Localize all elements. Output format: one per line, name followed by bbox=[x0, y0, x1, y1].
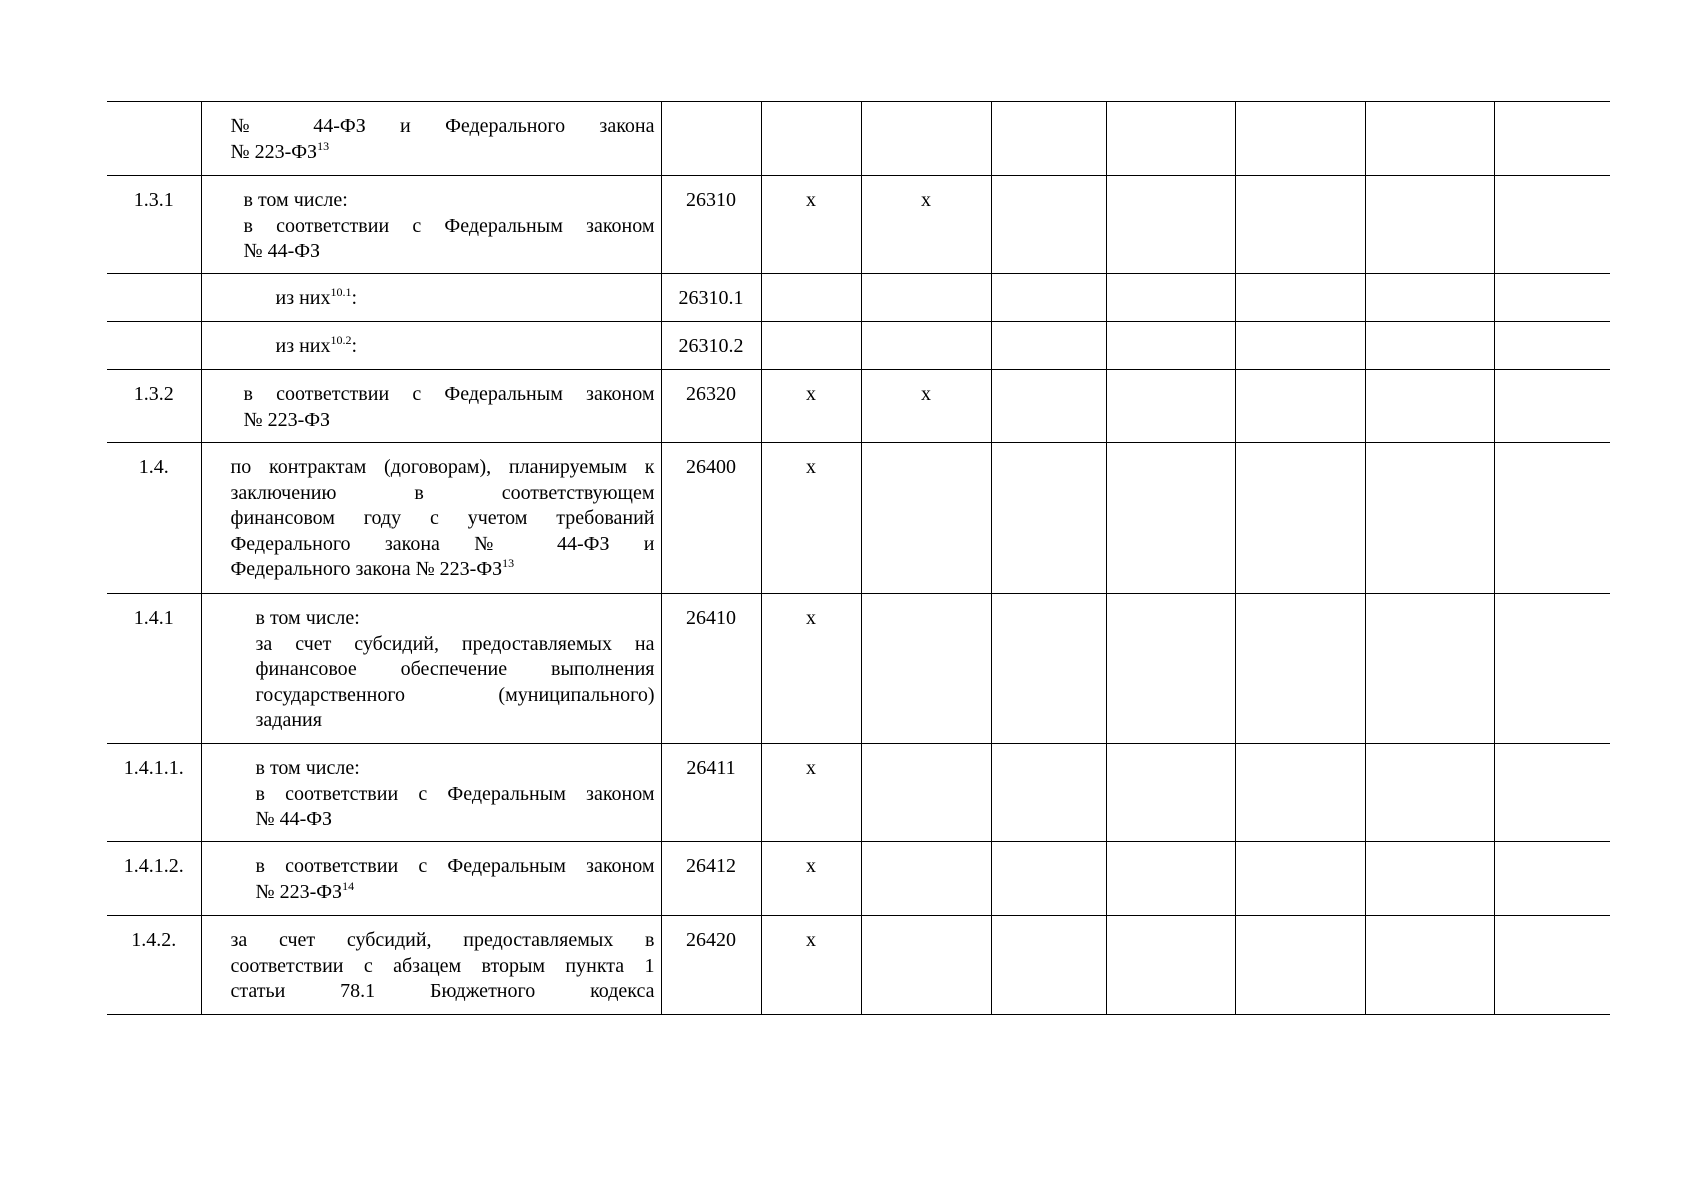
empty-value-cell bbox=[1106, 744, 1235, 842]
description-text: в соответствии с Федеральным законом bbox=[243, 383, 655, 405]
table-row bbox=[107, 322, 1610, 370]
description-line bbox=[244, 214, 655, 240]
empty-value-cell bbox=[1106, 322, 1235, 370]
empty-value-cell bbox=[1494, 443, 1610, 594]
empty-value-cell bbox=[1365, 102, 1494, 176]
empty-value-cell bbox=[1106, 594, 1235, 744]
empty-value-cell bbox=[1365, 176, 1494, 274]
description-text: соответствии с абзацем вторым пункта 1 bbox=[230, 954, 655, 977]
description-line bbox=[244, 239, 655, 265]
row-number-cell: 1.4.1.2. bbox=[107, 842, 201, 916]
empty-value-cell bbox=[1235, 322, 1365, 370]
description-line bbox=[231, 532, 655, 558]
empty-value-cell bbox=[991, 322, 1106, 370]
description-text: в соответствии с Федеральным законом bbox=[255, 782, 655, 805]
mark-cell bbox=[861, 443, 991, 594]
row-description-cell bbox=[201, 916, 661, 1015]
empty-value-cell bbox=[991, 274, 1106, 322]
row-code-cell: 26320 bbox=[661, 370, 761, 443]
description-text: в том числе: bbox=[243, 189, 348, 211]
mark-cell bbox=[761, 274, 861, 322]
row-number-cell bbox=[107, 322, 201, 370]
row-number-cell: 1.4.2. bbox=[107, 916, 201, 1015]
description-text: Федерального закона № 44-ФЗ и bbox=[230, 532, 655, 555]
description-line bbox=[231, 140, 655, 166]
empty-value-cell bbox=[1106, 370, 1235, 443]
row-description-cell bbox=[201, 322, 661, 370]
empty-value-cell bbox=[1365, 842, 1494, 916]
description-text: государственного (муниципального) bbox=[255, 683, 655, 706]
mark-cell: x bbox=[761, 916, 861, 1015]
description-line bbox=[256, 683, 655, 709]
row-code-cell: 26310.1 bbox=[661, 274, 761, 322]
row-code-cell bbox=[661, 102, 761, 176]
row-code-cell: 26420 bbox=[661, 916, 761, 1015]
empty-value-cell bbox=[1494, 744, 1610, 842]
empty-value-cell bbox=[1365, 322, 1494, 370]
description-line bbox=[256, 756, 655, 782]
empty-value-cell bbox=[1494, 102, 1610, 176]
empty-value-cell bbox=[1494, 274, 1610, 322]
empty-value-cell bbox=[1365, 370, 1494, 443]
description-text: № 44-ФЗ bbox=[243, 240, 321, 262]
row-number-cell: 1.4.1.1. bbox=[107, 744, 201, 842]
empty-value-cell bbox=[991, 443, 1106, 594]
empty-value-cell bbox=[1106, 443, 1235, 594]
table-row bbox=[107, 744, 1610, 842]
row-number-cell: 1.3.2 bbox=[107, 370, 201, 443]
description-line bbox=[244, 408, 655, 434]
description-text: в том числе: bbox=[255, 757, 360, 779]
empty-value-cell bbox=[1494, 176, 1610, 274]
description-suffix: : bbox=[351, 335, 358, 357]
description-line bbox=[231, 954, 655, 980]
row-description-cell bbox=[201, 370, 661, 443]
empty-value-cell bbox=[991, 744, 1106, 842]
row-number-cell bbox=[107, 102, 201, 176]
description-text: заключению в соответствующем bbox=[230, 481, 655, 504]
mark-cell: x bbox=[761, 842, 861, 916]
empty-value-cell bbox=[991, 842, 1106, 916]
description-text: № 223-ФЗ bbox=[243, 408, 331, 431]
row-number-cell bbox=[107, 274, 201, 322]
row-description-cell bbox=[201, 176, 661, 274]
table-row bbox=[107, 443, 1610, 594]
table-row bbox=[107, 916, 1610, 1015]
row-number-cell: 1.4. bbox=[107, 443, 201, 594]
empty-value-cell bbox=[991, 102, 1106, 176]
description-text: Федерального закона № 223-ФЗ bbox=[230, 558, 503, 580]
empty-value-cell bbox=[1365, 274, 1494, 322]
footnote-mark: 10.2 bbox=[330, 333, 352, 347]
empty-value-cell bbox=[991, 176, 1106, 274]
empty-value-cell bbox=[1106, 916, 1235, 1015]
description-text: статьи 78.1 Бюджетного кодекса bbox=[230, 980, 655, 1002]
empty-value-cell bbox=[1494, 842, 1610, 916]
row-description-cell bbox=[201, 443, 661, 594]
empty-value-cell bbox=[1494, 322, 1610, 370]
row-code-cell: 26410 bbox=[661, 594, 761, 744]
mark-cell bbox=[861, 274, 991, 322]
empty-value-cell bbox=[1235, 744, 1365, 842]
description-line bbox=[231, 481, 655, 507]
empty-value-cell bbox=[1235, 102, 1365, 176]
empty-value-cell bbox=[1365, 443, 1494, 594]
description-line bbox=[256, 854, 655, 880]
mark-cell: x bbox=[761, 744, 861, 842]
description-line bbox=[256, 657, 655, 683]
description-line bbox=[256, 880, 655, 906]
description-text: № 223-ФЗ bbox=[230, 140, 318, 163]
row-number-cell: 1.3.1 bbox=[107, 176, 201, 274]
description-text: финансовом году с учетом требований bbox=[230, 507, 655, 529]
description-text: в соответствии с Федеральным законом bbox=[243, 214, 655, 237]
empty-value-cell bbox=[1494, 370, 1610, 443]
empty-value-cell bbox=[1106, 842, 1235, 916]
table-row bbox=[107, 102, 1610, 176]
footnote-mark: 10.1 bbox=[330, 285, 352, 299]
row-description-cell bbox=[201, 102, 661, 176]
footnote-mark: 14 bbox=[342, 878, 355, 893]
description-text: № 44-ФЗ и Федерального закона bbox=[230, 115, 655, 137]
description-line bbox=[276, 334, 655, 360]
description-suffix: : bbox=[351, 287, 358, 309]
empty-value-cell bbox=[991, 916, 1106, 1015]
description-text: за счет субсидий, предоставляемых в bbox=[230, 929, 655, 951]
table-row bbox=[107, 370, 1610, 443]
description-line bbox=[231, 928, 655, 954]
description-text: № 223-ФЗ bbox=[255, 880, 343, 903]
mark-cell: x bbox=[761, 370, 861, 443]
mark-cell bbox=[861, 916, 991, 1015]
description-line bbox=[231, 979, 655, 1005]
table-row bbox=[107, 176, 1610, 274]
row-description-cell bbox=[201, 274, 661, 322]
description-line bbox=[256, 782, 655, 808]
empty-value-cell bbox=[1494, 916, 1610, 1015]
empty-value-cell bbox=[1235, 443, 1365, 594]
mark-cell bbox=[861, 842, 991, 916]
description-text: из них bbox=[275, 287, 331, 309]
description-line bbox=[231, 506, 655, 532]
description-line bbox=[256, 807, 655, 833]
description-line bbox=[256, 632, 655, 658]
empty-value-cell bbox=[1235, 274, 1365, 322]
row-code-cell: 26400 bbox=[661, 443, 761, 594]
mark-cell: x bbox=[861, 370, 991, 443]
mark-cell bbox=[861, 102, 991, 176]
row-description-cell bbox=[201, 744, 661, 842]
description-text: в том числе: bbox=[255, 607, 360, 629]
empty-value-cell bbox=[991, 594, 1106, 744]
empty-value-cell bbox=[1365, 594, 1494, 744]
empty-value-cell bbox=[1106, 176, 1235, 274]
empty-value-cell bbox=[1106, 274, 1235, 322]
empty-value-cell bbox=[1235, 916, 1365, 1015]
table-row bbox=[107, 842, 1610, 916]
empty-value-cell bbox=[991, 370, 1106, 443]
description-line bbox=[256, 606, 655, 632]
description-text: за счет субсидий, предоставляемых на bbox=[255, 632, 655, 655]
footnote-mark: 13 bbox=[502, 556, 515, 570]
description-line bbox=[276, 286, 655, 312]
empty-value-cell bbox=[1106, 102, 1235, 176]
table-body bbox=[107, 102, 1610, 1015]
empty-value-cell bbox=[1235, 370, 1365, 443]
empty-value-cell bbox=[1235, 842, 1365, 916]
row-code-cell: 26310.2 bbox=[661, 322, 761, 370]
description-line bbox=[231, 114, 655, 140]
financial-plan-table bbox=[107, 101, 1610, 1015]
description-text: финансовое обеспечение выполнения bbox=[255, 658, 655, 680]
description-text: из них bbox=[275, 335, 331, 357]
footnote-mark: 13 bbox=[317, 138, 330, 153]
description-text: по контрактам (договорам), планируемым к bbox=[230, 456, 655, 478]
row-code-cell: 26411 bbox=[661, 744, 761, 842]
row-description-cell bbox=[201, 842, 661, 916]
description-text: № 44-ФЗ bbox=[255, 808, 333, 830]
table-row bbox=[107, 594, 1610, 744]
description-line bbox=[256, 708, 655, 734]
empty-value-cell bbox=[1494, 594, 1610, 744]
empty-value-cell bbox=[1235, 176, 1365, 274]
table-row bbox=[107, 274, 1610, 322]
description-text: в соответствии с Федеральным законом bbox=[255, 855, 655, 877]
description-line bbox=[244, 382, 655, 408]
description-line bbox=[231, 557, 655, 583]
mark-cell bbox=[861, 744, 991, 842]
mark-cell bbox=[761, 322, 861, 370]
mark-cell: x bbox=[861, 176, 991, 274]
description-line bbox=[231, 455, 655, 481]
description-text: задания bbox=[255, 709, 322, 731]
mark-cell: x bbox=[761, 594, 861, 744]
mark-cell bbox=[761, 102, 861, 176]
mark-cell: x bbox=[761, 443, 861, 594]
row-number-cell: 1.4.1 bbox=[107, 594, 201, 744]
empty-value-cell bbox=[1365, 744, 1494, 842]
mark-cell bbox=[861, 322, 991, 370]
row-description-cell bbox=[201, 594, 661, 744]
row-code-cell: 26412 bbox=[661, 842, 761, 916]
mark-cell: x bbox=[761, 176, 861, 274]
description-line bbox=[244, 188, 655, 214]
empty-value-cell bbox=[1365, 916, 1494, 1015]
row-code-cell: 26310 bbox=[661, 176, 761, 274]
mark-cell bbox=[861, 594, 991, 744]
empty-value-cell bbox=[1235, 594, 1365, 744]
